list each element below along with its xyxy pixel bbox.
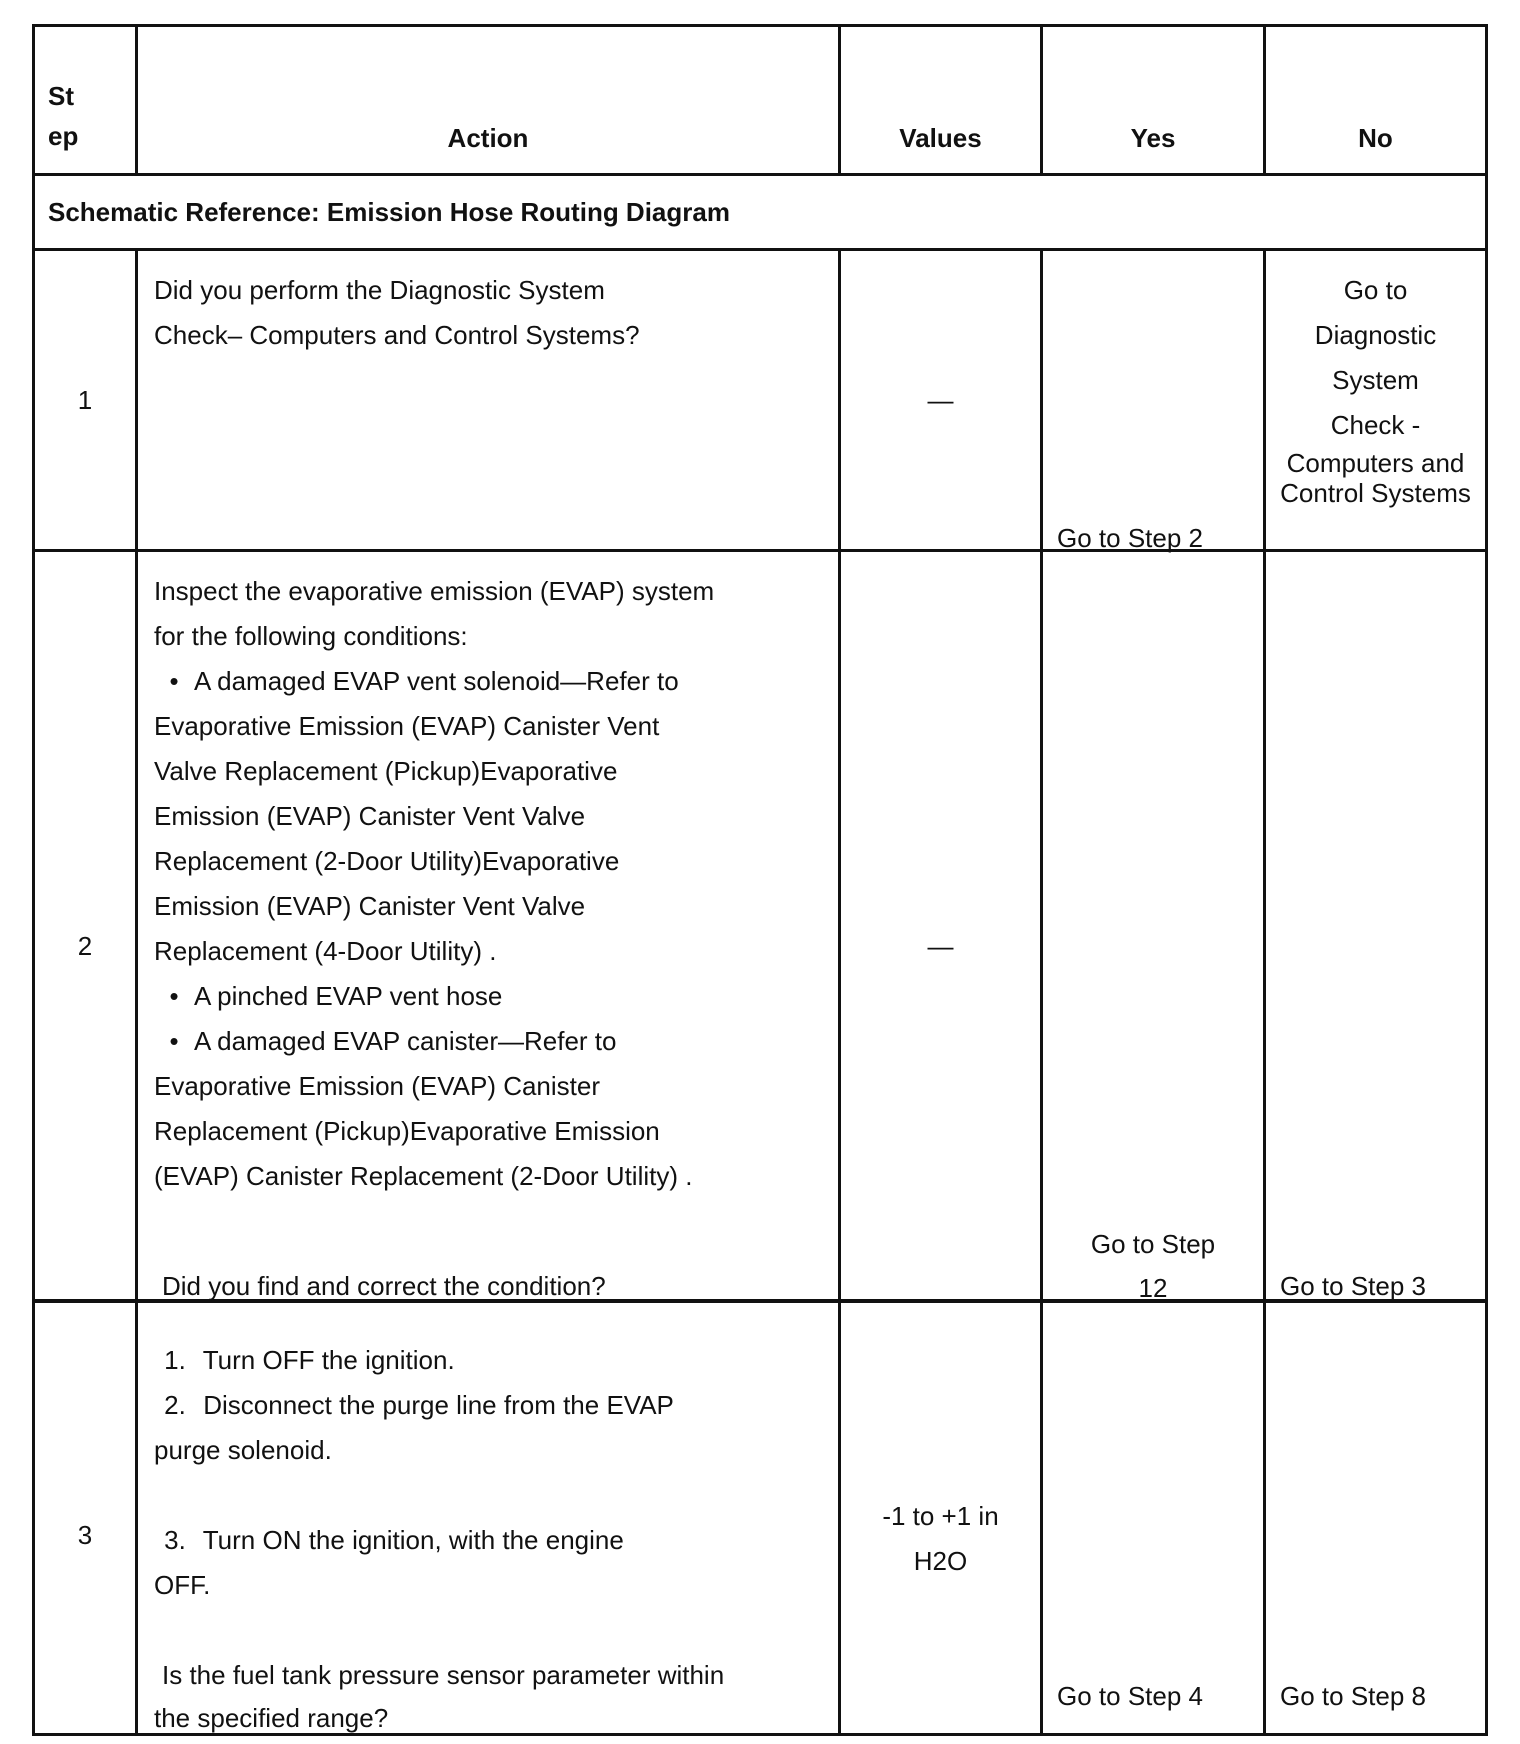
row2-bullet2: A pinched EVAP vent hose: [194, 981, 503, 1011]
row3-value-line: -1 to +1 in: [882, 1501, 999, 1531]
row2-bullet3-line: A damaged EVAP canister—Refer to: [194, 1026, 617, 1056]
schematic-reference: Schematic Reference: Emission Hose Routing Diagram: [48, 197, 730, 227]
row2-yes-line: 12: [1138, 1273, 1168, 1303]
table-rule-right: [1485, 24, 1488, 1736]
row2-bullet3-line: Replacement (Pickup)Evaporative Emission: [154, 1116, 660, 1146]
row1-no-line: Control Systems: [1280, 478, 1471, 508]
row3-action: [154, 1338, 834, 1608]
row3-question: [154, 1654, 834, 1740]
row1-no-line: System: [1332, 365, 1419, 395]
header-step-line1: St: [48, 81, 74, 111]
header-no: No: [1358, 123, 1393, 153]
col-rule-values-b: [1040, 250, 1043, 1736]
row3-item1: [154, 1338, 834, 1383]
row2-bullet3-line: Evaporative Emission (EVAP) Canister: [154, 1071, 601, 1101]
item-number: 2.: [164, 1390, 186, 1420]
row3-item1-text: Turn OFF the ignition.: [202, 1345, 455, 1375]
row2-no: Go to Step 3: [1280, 1271, 1426, 1301]
row3-yes: Go to Step 4: [1057, 1681, 1203, 1711]
row2-bullet-item: [154, 974, 834, 1019]
row1-no-line: Go to: [1343, 275, 1408, 305]
row2-bullet1-line: Emission (EVAP) Canister Vent Valve: [154, 801, 586, 831]
row3-spacer: [154, 1473, 834, 1518]
header-rule: [32, 173, 1488, 176]
item-number: 3.: [164, 1525, 186, 1555]
row1-step: 1: [77, 385, 93, 415]
row1-no-line: Diagnostic: [1314, 320, 1437, 350]
row2-bullet3-line: (EVAP) Canister Replacement (2-Door Utility) .: [154, 1161, 693, 1191]
diagnostic-table: [32, 24, 1488, 1736]
row3-item2-line: Disconnect the purge line from the EVAP: [203, 1390, 674, 1420]
row3-item2: [154, 1383, 834, 1428]
col-rule-step-b: [135, 250, 138, 1736]
header-step-line2: ep: [48, 121, 79, 151]
row3-item3: [154, 1518, 834, 1563]
bullet-dot: •: [169, 666, 179, 696]
row2-bullet-item: [154, 1019, 834, 1064]
row1-no-line: Computers and: [1286, 448, 1465, 478]
row3-item2-line: purge solenoid.: [154, 1435, 332, 1465]
row1-action-line: Check– Computers and Control Systems?: [154, 320, 640, 350]
header-values: Values: [899, 123, 982, 153]
header-action: Action: [447, 123, 529, 153]
row2-yes-line: Go to Step: [1090, 1229, 1216, 1259]
row3-no: Go to Step 8: [1280, 1681, 1426, 1711]
row3-step: 3: [77, 1520, 93, 1550]
row2-bullet-item: [154, 659, 834, 704]
row1-no-line: Check -: [1330, 410, 1421, 440]
item-number: 1.: [164, 1345, 186, 1375]
row2-bullet1-line: Replacement (2-Door Utility)Evaporative: [154, 846, 620, 876]
row2-intro-line: Inspect the evaporative emission (EVAP) system: [154, 576, 715, 606]
row2-bullet1-line: Emission (EVAP) Canister Vent Valve: [154, 891, 586, 921]
row2-intro-line: for the following conditions:: [154, 621, 468, 651]
header-yes: Yes: [1130, 123, 1176, 153]
row1-value: —: [927, 385, 954, 415]
row2-action: [154, 569, 834, 1199]
row2-yes: [1043, 1222, 1263, 1310]
schematic-rule: [32, 248, 1488, 251]
bullet-dot: •: [169, 1026, 179, 1056]
row2-value: —: [927, 931, 954, 961]
row1-action: [154, 268, 834, 358]
row2-question: Did you find and correct the condition?: [162, 1271, 606, 1301]
header-step: [48, 76, 128, 156]
table-rule-left: [32, 24, 35, 1736]
row3-value-line: H2O: [913, 1546, 968, 1576]
row3-value: [841, 1494, 1040, 1584]
row2-step: 2: [77, 931, 93, 961]
row3-item3-line: Turn ON the ignition, with the engine: [202, 1525, 624, 1555]
row1-yes: Go to Step 2: [1057, 523, 1203, 553]
row3-question-line: the specified range?: [154, 1703, 389, 1733]
bullet-dot: •: [169, 981, 179, 1011]
row1-no: [1266, 268, 1485, 508]
row2-bullet1-line: Replacement (4-Door Utility) .: [154, 936, 497, 966]
row2-bullet1-line: A damaged EVAP vent solenoid—Refer to: [194, 666, 679, 696]
table-rule-top: [32, 24, 1488, 27]
row3-question-line: Is the fuel tank pressure sensor parameter within: [162, 1660, 725, 1690]
row2-bullet1-line: Valve Replacement (Pickup)Evaporative: [154, 756, 618, 786]
row1-action-line: Did you perform the Diagnostic System: [154, 275, 605, 305]
row2-bullet1-line: Evaporative Emission (EVAP) Canister Vent: [154, 711, 660, 741]
row3-item3-line: OFF.: [154, 1570, 211, 1600]
row1-rule: [32, 549, 1488, 552]
